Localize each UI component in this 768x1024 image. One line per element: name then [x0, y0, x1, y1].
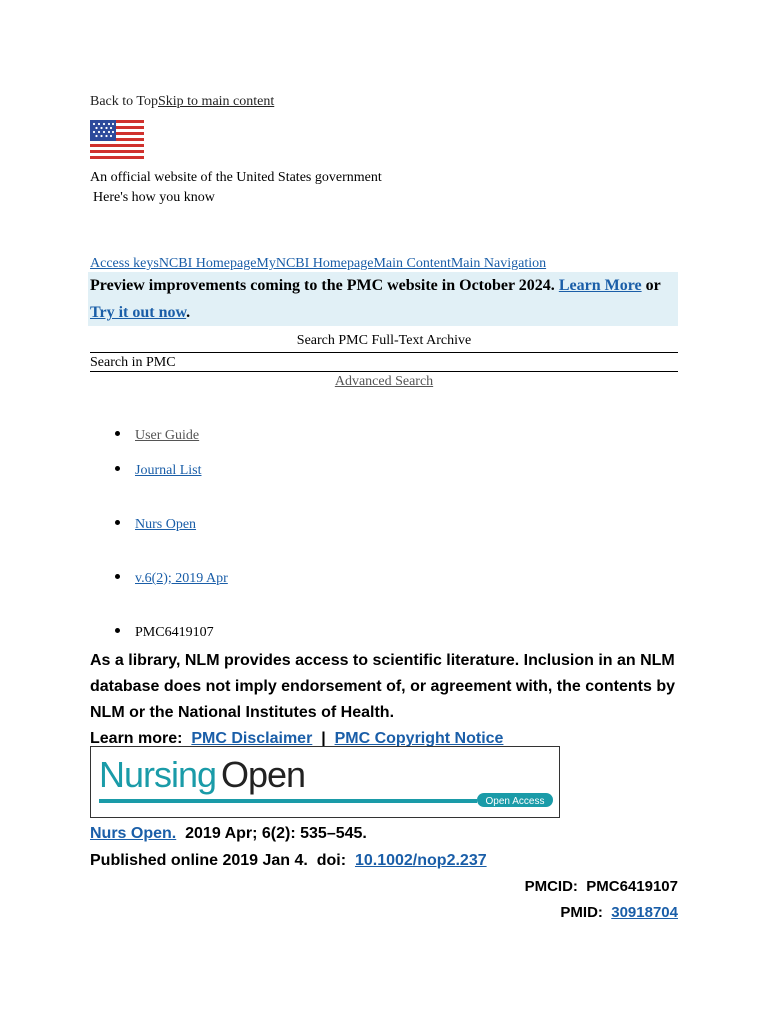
official-website-text: An official website of the United States government	[90, 170, 382, 185]
citation-line	[90, 825, 367, 843]
pmid-label: PMID:	[560, 904, 603, 921]
breadcrumb-item	[115, 517, 196, 533]
pmcid-line	[525, 878, 678, 895]
learn-more-label: Learn more:	[90, 730, 183, 747]
published-date: Published online 2019 Jan 4.	[90, 852, 308, 869]
ncbi-homepage-link[interactable]: NCBI Homepage	[158, 256, 257, 271]
disclaimer-text: As a library, NLM provides access to scientific literature. Inclusion in an NLM database does not imply endorsement of, or agreement with, the contents by NLM or the National Institutes of Health.	[90, 652, 675, 721]
open-access-badge: Open Access	[485, 796, 545, 807]
main-navigation-link[interactable]: Main Navigation	[450, 256, 547, 271]
search-input[interactable]	[90, 354, 678, 372]
bullet-icon	[115, 431, 120, 436]
main-content-link[interactable]: Main Content	[373, 256, 451, 271]
citation-date: 2019 Apr; 6(2): 535–545.	[185, 825, 367, 842]
how-you-know-toggle[interactable]: Here's how you know	[93, 190, 215, 205]
pmc-copyright-link[interactable]: PMC Copyright Notice	[334, 730, 504, 747]
current-pmc-id: PMC6419107	[135, 625, 214, 640]
preview-banner	[88, 272, 678, 326]
bullet-icon	[115, 628, 120, 633]
advanced-search	[90, 374, 678, 390]
nlm-disclaimer	[90, 648, 680, 752]
journal-list-link[interactable]: Journal List	[135, 463, 202, 478]
nursing-open-logo	[91, 747, 559, 817]
banner-period: .	[186, 304, 191, 321]
top-skip-links	[90, 94, 274, 110]
access-keys-link[interactable]: Access keys	[90, 256, 159, 271]
doi-link[interactable]: 10.1002/nop2.237	[354, 852, 487, 869]
journal-citation-link[interactable]: Nurs Open.	[90, 825, 177, 842]
bullet-icon	[115, 520, 120, 525]
banner-or: or	[645, 277, 661, 294]
published-line	[90, 852, 487, 870]
breadcrumb-item	[115, 571, 228, 587]
breadcrumb-item	[115, 428, 199, 444]
accessibility-links	[90, 256, 546, 272]
logo-nursing-text: Nursing	[99, 754, 217, 795]
try-it-out-link[interactable]: Try it out now	[90, 304, 187, 321]
gov-banner	[90, 168, 382, 208]
separator: |	[321, 730, 326, 747]
journal-link[interactable]: Nurs Open	[135, 517, 197, 532]
user-guide-link[interactable]: User Guide	[135, 428, 200, 443]
bullet-icon	[115, 574, 120, 579]
banner-text: Preview improvements coming to the PMC website in October 2024.	[90, 277, 555, 294]
pmcid-label: PMCID:	[524, 878, 578, 895]
breadcrumb-item	[115, 463, 202, 479]
search-box	[90, 352, 678, 372]
breadcrumb-item	[115, 625, 214, 641]
back-to-top-link[interactable]: Back to Top	[90, 94, 158, 109]
issue-link[interactable]: v.6(2); 2019 Apr	[135, 571, 228, 586]
pmcid-value: PMC6419107	[586, 878, 678, 895]
bullet-icon	[115, 466, 120, 471]
advanced-search-link[interactable]: Advanced Search	[334, 374, 434, 389]
journal-logo[interactable]	[90, 746, 560, 818]
pmid-line	[560, 904, 678, 921]
us-flag-icon	[90, 120, 144, 160]
pmid-link[interactable]: 30918704	[611, 904, 678, 921]
pmc-disclaimer-link[interactable]: PMC Disclaimer	[191, 730, 313, 747]
doi-label: doi:	[316, 852, 347, 869]
learn-more-link[interactable]: Learn More	[558, 277, 642, 294]
skip-to-main-link[interactable]: Skip to main content	[157, 94, 275, 109]
logo-open-text: Open	[221, 754, 306, 795]
myncbi-homepage-link[interactable]: MyNCBI Homepage	[256, 256, 374, 271]
search-title: Search PMC Full-Text Archive	[296, 333, 472, 348]
